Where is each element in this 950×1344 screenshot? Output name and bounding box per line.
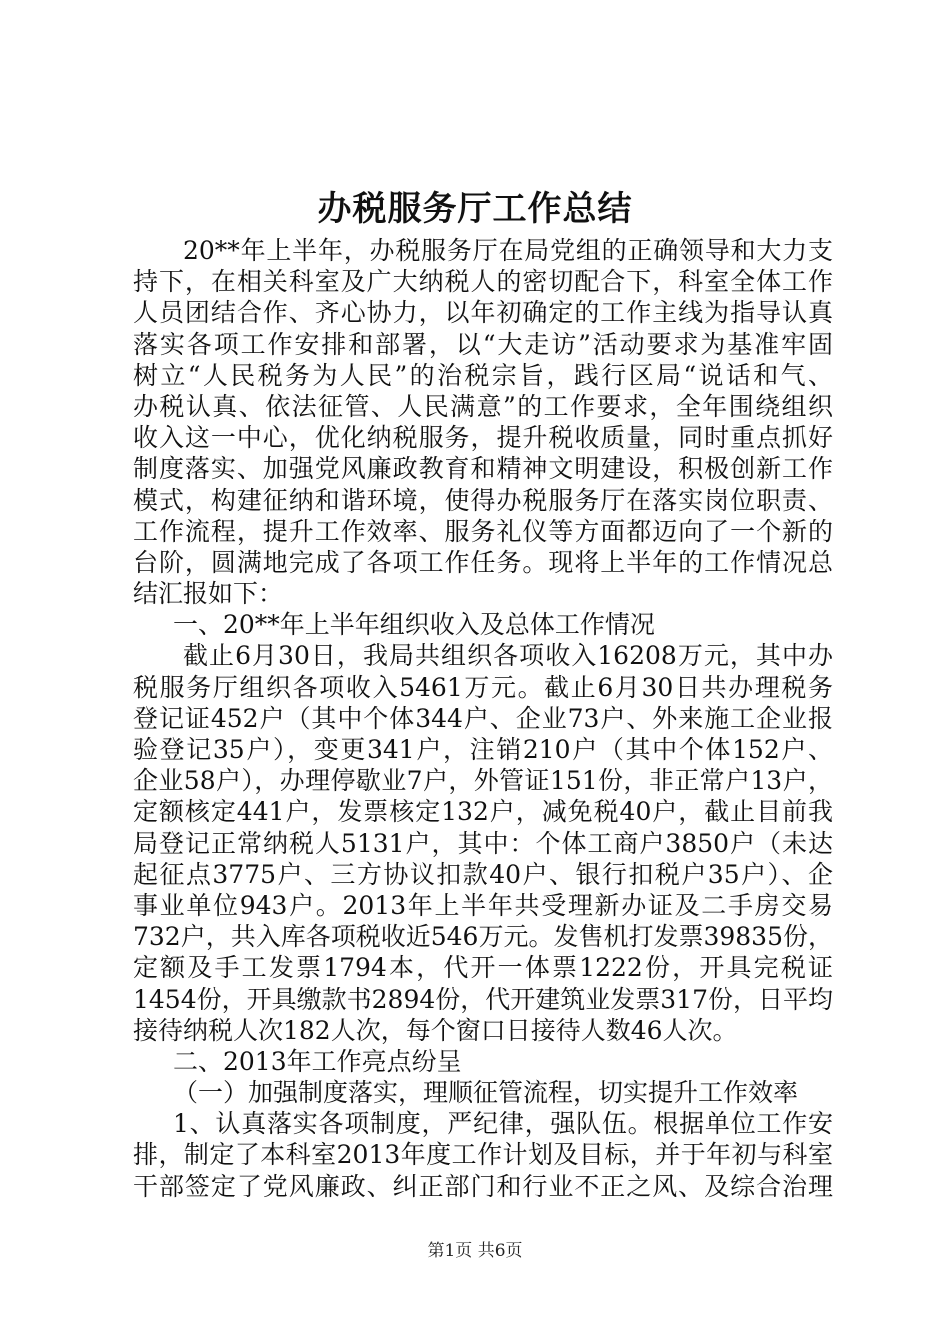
body-line: 持下，在相关科室及广大纳税人的密切配合下，科室全体工作	[133, 267, 833, 297]
body-line: 排，制定了本科室2013年度工作计划及目标，并于年初与科室	[133, 1140, 833, 1170]
body-line: 收入这一中心，优化纳税服务，提升税收质量，同时重点抓好	[133, 423, 833, 453]
body-line: 树立“人民税务为人民”的治税宗旨，践行区局“说话和气、	[133, 360, 833, 390]
body-line: 干部签定了党风廉政、纠正部门和行业不正之风、及综合治理	[133, 1171, 833, 1201]
body-line: 人员团结合作、齐心协力，以年初确定的工作主线为指导认真	[133, 298, 833, 328]
body-line: 732户，共入库各项税收近546万元。发售机打发票39835份，	[133, 922, 833, 952]
body-line: 20**年上半年，办税服务厅在局党组的正确领导和大力支	[183, 236, 833, 265]
body-line: 企业58户），办理停歇业7户，外管证151份，非正常户13户，	[133, 766, 833, 796]
body-line: 起征点3775户、三方协议扣款40户、银行扣税户35户）、企	[133, 859, 833, 889]
body-line: 截止6月30日，我局共组织各项收入16208万元，其中办	[183, 641, 833, 671]
body-line: 定额及手工发票1794本，代开一体票1222份，开具完税证	[133, 953, 833, 983]
section-heading: 二、2013年工作亮点纷呈	[173, 1046, 462, 1076]
body-line: 税服务厅组织各项收入5461万元。截止6月30日共办理税务	[133, 672, 833, 702]
body-line: 1、认真落实各项制度，严纪律，强队伍。根据单位工作安	[173, 1109, 833, 1139]
body-line: 办税认真、依法征管、人民满意”的工作要求，全年围绕组织	[133, 391, 833, 421]
body-line: 台阶，圆满地完成了各项工作任务。现将上半年的工作情况总	[133, 547, 833, 577]
document-body	[133, 235, 833, 1202]
section-heading: 一、20**年上半年组织收入及总体工作情况	[173, 610, 655, 640]
document-title: 办税服务厅工作总结	[317, 189, 633, 229]
body-line: 定额核定441户，发票核定132户，减免税40户，截止目前我	[133, 797, 833, 827]
body-line: 模式，构建征纳和谐环境，使得办税服务厅在落实岗位职责、	[133, 485, 833, 515]
body-line: 登记证452户（其中个体344户、企业73户、外来施工企业报	[133, 703, 833, 733]
body-line: 结汇报如下：	[133, 579, 284, 609]
body-line: 工作流程，提升工作效率、服务礼仪等方面都迈向了一个新的	[133, 516, 833, 546]
subsection-heading: （一）加强制度落实，理顺征管流程，切实提升工作效率	[173, 1078, 799, 1108]
body-line: 验登记35户），变更341户，注销210户（其中个体152户、	[133, 735, 833, 764]
body-line: 落实各项工作安排和部署，以“大走访”活动要求为基准牢固	[133, 329, 833, 359]
body-line: 接待纳税人次182人次，每个窗口日接待人数46人次。	[133, 1015, 738, 1045]
body-line: 1454份，开具缴款书2894份，代开建筑业发票317份，日平均	[133, 984, 833, 1014]
body-line: 事业单位943户。2013年上半年共受理新办证及二手房交易	[133, 890, 833, 920]
page-number-footer: 第1页 共6页	[427, 1241, 523, 1261]
body-line: 制度落实、加强党风廉政教育和精神文明建设，积极创新工作	[133, 454, 833, 484]
body-line: 局登记正常纳税人5131户，其中：个体工商户3850户（未达	[133, 828, 833, 858]
